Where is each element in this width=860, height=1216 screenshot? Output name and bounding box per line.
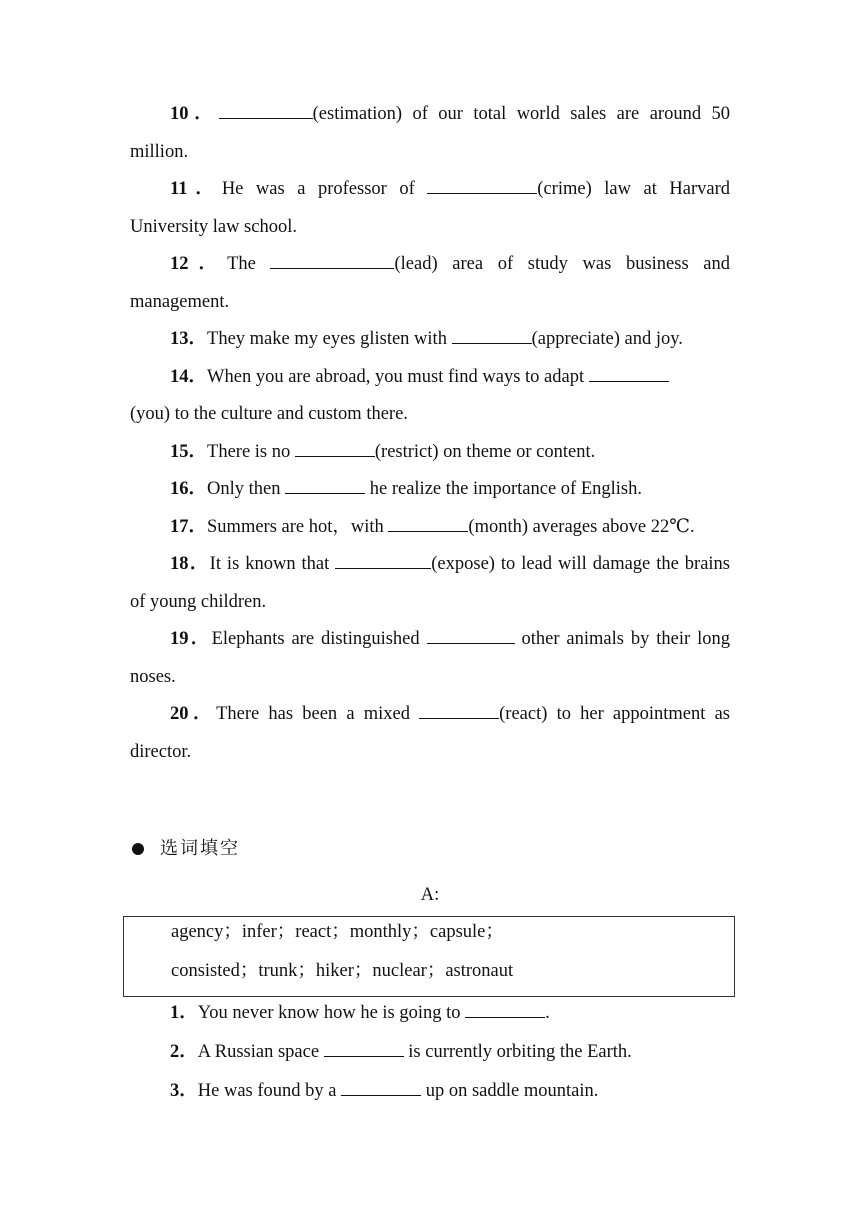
question-13: 13．They make my eyes glisten with (appreciate) and joy.: [170, 329, 683, 349]
answer-blank[interactable]: [465, 1001, 545, 1018]
question-number: 10．: [170, 104, 219, 124]
question-12: 12．The (lead) area of study was business and management.: [130, 254, 730, 312]
word-bank-box: [123, 916, 735, 997]
question-number: 17．: [170, 516, 208, 537]
answer-blank[interactable]: [295, 440, 375, 457]
question-number: 2．: [170, 1042, 198, 1062]
answer-blank[interactable]: [589, 365, 669, 382]
answer-blank[interactable]: [427, 177, 537, 194]
question-15: 15．There is no (restrict) on theme or content.: [170, 441, 596, 462]
bullet-icon: [132, 843, 144, 855]
answer-blank[interactable]: [324, 1040, 404, 1057]
subsection-label: A:: [420, 885, 440, 905]
question-number: 13．: [170, 329, 208, 349]
question-number: 14．: [170, 366, 208, 387]
answer-blank[interactable]: [270, 252, 394, 269]
question-14: 14．When you are abroad, you must find ways to adapt (you) to the culture and custom there.: [130, 359, 730, 434]
answer-blank[interactable]: [219, 102, 313, 119]
question-number: 3．: [170, 1081, 198, 1101]
section-heading: [132, 836, 240, 862]
question-number: 19．: [170, 629, 212, 649]
question-number: 18．: [170, 554, 210, 574]
word-bank-line-2: consisted；trunk；hiker；nuclear；astronaut: [171, 961, 514, 981]
answer-blank[interactable]: [452, 327, 532, 344]
question-17: 17．Summers are hot，with (month) averages above 22℃.: [170, 516, 695, 537]
answer-blank[interactable]: [341, 1079, 421, 1096]
question-10: 10． (estimation) of our total world sales are around 50 million.: [130, 104, 730, 162]
fill-question-2: 2．A Russian space is currently orbiting the Earth.: [170, 1042, 632, 1062]
question-11: 11．He was a professor of (crime) law at Harvard University law school.: [130, 179, 731, 237]
question-20: 20．There has been a mixed (react) to her appointment as director.: [130, 704, 730, 762]
exercise-list: [130, 96, 730, 771]
answer-blank[interactable]: [388, 515, 468, 532]
word-bank-line-1: agency；infer；react；monthly；capsule；: [171, 922, 504, 942]
question-18: 18．It is known that (expose) to lead will damage the brains of young children.: [130, 554, 730, 612]
question-number: 12．: [170, 254, 228, 274]
question-number: 1．: [170, 1003, 198, 1023]
question-number: 15．: [170, 441, 208, 462]
question-16: 16．Only then he realize the importance of English.: [170, 479, 643, 499]
answer-blank[interactable]: [335, 552, 431, 569]
answer-blank[interactable]: [285, 477, 365, 494]
answer-blank[interactable]: [419, 702, 499, 719]
question-19: 19．Elephants are distinguished other animals by their long noses.: [130, 629, 730, 687]
question-number: 11．: [170, 179, 222, 199]
fill-question-3: 3．He was found by a up on saddle mountain.: [170, 1081, 599, 1101]
question-number: 16．: [170, 479, 208, 499]
question-number: 20．: [170, 704, 217, 724]
section-title: 选词填空: [160, 838, 240, 859]
answer-blank[interactable]: [427, 627, 515, 644]
fill-question-1: 1．You never know how he is going to .: [170, 1003, 550, 1023]
